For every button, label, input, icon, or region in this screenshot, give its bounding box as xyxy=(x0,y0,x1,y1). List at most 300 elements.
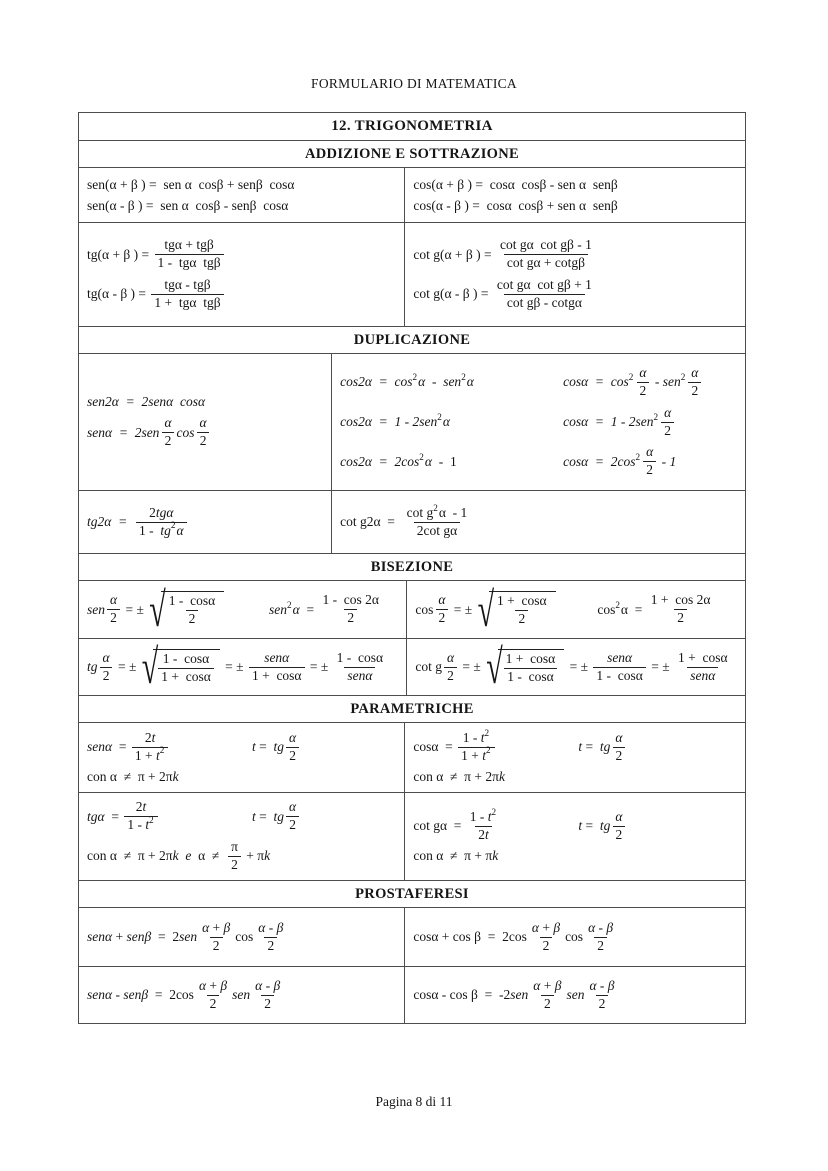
fraction xyxy=(585,920,616,955)
formula-text: α xyxy=(199,415,207,431)
formula-cell-right xyxy=(407,581,745,638)
formula-text: 2 xyxy=(231,856,238,872)
formula-line xyxy=(413,727,737,765)
formula-text: 1 - xyxy=(127,817,146,833)
superscript: 2 xyxy=(628,372,634,383)
fraction xyxy=(612,730,625,765)
formula-group xyxy=(87,799,252,834)
formula-text: 2 xyxy=(199,433,207,448)
fraction xyxy=(334,650,386,685)
fraction xyxy=(136,505,187,540)
formula-text: α xyxy=(258,919,266,935)
fraction xyxy=(648,592,714,627)
fraction xyxy=(688,365,701,400)
formula-text: cos xyxy=(176,424,195,440)
formula-text: t xyxy=(484,826,489,842)
formula-text: cot g xyxy=(406,504,434,520)
fraction xyxy=(497,237,595,272)
formula-line xyxy=(415,583,737,637)
formula-text: 2 xyxy=(664,422,672,438)
formula-text: con α ≠ π + 2π xyxy=(87,769,173,785)
formula-text: α xyxy=(442,414,450,429)
formula-text: = xyxy=(299,601,318,617)
formula-text: 2 xyxy=(447,667,454,683)
formula-cell-right xyxy=(405,723,745,792)
formula-text: t xyxy=(145,817,150,833)
formula-text: sen2α = 2senα cosα xyxy=(87,394,206,410)
formula-text: 1 - xyxy=(462,729,481,745)
formula-text: α xyxy=(292,601,300,617)
formula-text: 1 - cos 2α xyxy=(322,592,380,608)
formula-row xyxy=(79,966,745,1023)
formula-text: tg xyxy=(273,739,285,754)
formula-text: α xyxy=(533,977,541,993)
fraction xyxy=(161,415,174,450)
formula-text: cos xyxy=(565,929,584,944)
formula-line xyxy=(87,394,323,410)
formula-text: tg xyxy=(599,818,611,833)
formula-text: cosα = xyxy=(413,739,457,754)
formula-line xyxy=(87,799,396,834)
formula-row xyxy=(79,638,745,695)
formula-text: = ± xyxy=(450,601,476,617)
formula-row xyxy=(79,792,745,880)
formula-cell-left xyxy=(79,168,405,222)
fraction xyxy=(155,237,224,272)
formula-text: cot gα + cotgβ xyxy=(506,255,586,271)
formula-text: 1 - cosα xyxy=(162,650,210,666)
formula-text: t xyxy=(155,747,160,763)
formula-text: sen xyxy=(269,601,287,617)
radical-sign: √ xyxy=(149,583,166,637)
formula-text: tg2α = xyxy=(87,514,134,529)
fraction xyxy=(252,978,283,1013)
formula-text: t xyxy=(252,808,256,824)
superscript: 2 xyxy=(461,372,466,383)
formula-text: t xyxy=(578,739,583,754)
formula-text: 1 + cosα xyxy=(497,593,547,609)
formula-text: senα xyxy=(690,667,716,683)
formula-text: 2 xyxy=(267,937,275,953)
fraction xyxy=(404,502,471,540)
formula-text: sen xyxy=(566,987,585,1002)
formula-text: = xyxy=(582,739,600,754)
formula-text: 2 xyxy=(188,611,196,626)
superscript: 2 xyxy=(433,502,438,513)
formula-line xyxy=(87,237,396,272)
superscript: 2 xyxy=(170,520,176,531)
formula-cell-left xyxy=(79,581,407,638)
fraction xyxy=(661,405,674,440)
formula-text: 2 xyxy=(144,729,152,745)
formula-cell-left xyxy=(79,967,405,1023)
superscript: 2 xyxy=(653,412,659,423)
formula-line xyxy=(413,237,737,272)
superscript: 2 xyxy=(149,815,154,826)
formula-line xyxy=(340,444,737,479)
formula-text: cosα + cos β = 2cos xyxy=(413,929,527,944)
formula-text: 2 xyxy=(289,747,296,763)
fraction xyxy=(444,650,457,685)
formula-text: senα xyxy=(347,667,373,683)
formula-group xyxy=(87,730,252,765)
formula-text: α xyxy=(615,808,623,824)
fraction xyxy=(593,650,645,685)
formula-text: 2 xyxy=(289,817,296,833)
formula-text: + xyxy=(540,977,555,993)
formula-text: 1 + cosα xyxy=(678,649,728,665)
formula-row xyxy=(79,580,745,638)
formula-text: β xyxy=(606,919,614,935)
formula-text: 1 - tgα tgβ xyxy=(157,255,221,271)
formula-line xyxy=(340,502,737,540)
fraction xyxy=(197,415,210,450)
table-title: 12. TRIGONOMETRIA xyxy=(331,118,493,134)
formula-text: cot g2α = xyxy=(340,514,402,529)
formula-line xyxy=(413,806,737,844)
square-root xyxy=(149,583,224,637)
fraction xyxy=(586,978,617,1013)
formula-text: cot gα cot gβ - 1 xyxy=(499,237,592,253)
formula-text: 1 - xyxy=(138,522,161,538)
formula-line xyxy=(413,198,737,214)
superscript: 2 xyxy=(419,451,424,462)
formula-line xyxy=(87,920,396,955)
formula-line xyxy=(413,769,737,785)
formula-text: α xyxy=(639,364,647,380)
formula-text: 2 xyxy=(478,826,485,842)
formula-line xyxy=(87,730,396,765)
formula-group xyxy=(340,451,563,470)
formula-text: tg xyxy=(87,659,98,674)
formula-text: + xyxy=(538,919,554,935)
formula-table xyxy=(78,112,746,1024)
superscript: 2 xyxy=(680,372,686,383)
formula-cell-right xyxy=(332,491,745,553)
formula-text: - xyxy=(262,977,274,993)
formula-text: 2 xyxy=(639,382,647,398)
formula-text: α - 1 xyxy=(438,504,468,520)
fraction xyxy=(435,592,448,627)
formula-text: cot g(α + β ) = xyxy=(413,246,495,262)
formula-text: α xyxy=(176,522,184,538)
formula-text: = xyxy=(582,818,600,833)
section-header-parametriche: PARAMETRICHE xyxy=(79,695,745,722)
fraction xyxy=(643,444,656,479)
formula-text: 1 - cosα xyxy=(168,593,216,609)
formula-row xyxy=(79,222,745,326)
superscript: 2 xyxy=(615,599,620,610)
formula-text: = ± xyxy=(114,659,140,674)
formula-text: senα xyxy=(87,929,113,944)
formula-cell-left xyxy=(79,354,332,490)
formula-text: α xyxy=(646,444,654,460)
formula-text: - sen xyxy=(651,374,681,390)
formula-text: 2 xyxy=(615,826,623,842)
formula-text: = 2cos xyxy=(148,987,194,1002)
formula-text: k xyxy=(492,848,499,864)
formula-line xyxy=(340,405,737,440)
formula-text: = xyxy=(255,808,274,824)
formula-text: 1 + xyxy=(461,747,483,763)
formula-text: cot gα cot gβ + 1 xyxy=(496,277,592,292)
formula-line xyxy=(413,848,737,864)
formula-text: α xyxy=(202,919,210,935)
formula-text: cot gα = xyxy=(413,818,465,833)
superscript: 2 xyxy=(287,599,292,610)
fraction xyxy=(228,839,241,874)
formula-text: α ≠ xyxy=(191,848,227,864)
formula-text: sen xyxy=(179,929,198,944)
fraction xyxy=(196,978,230,1013)
formula-text: 2 xyxy=(347,610,355,625)
superscript: 2 xyxy=(484,727,490,738)
formula-cell-right xyxy=(405,908,745,966)
formula-text: t xyxy=(151,729,156,745)
formula-cell-right xyxy=(405,967,745,1023)
formula-line xyxy=(87,415,323,450)
formula-text: sen(α + β ) = sen α cosβ + senβ cosα xyxy=(87,176,295,192)
formula-text: senα xyxy=(87,739,113,754)
formula-text: α xyxy=(289,799,297,815)
formula-text: α xyxy=(664,404,672,420)
fraction xyxy=(612,809,625,844)
formula-text: α xyxy=(438,592,446,608)
formula-text: tgα xyxy=(155,504,174,520)
section-header-prostaferesi: PROSTAFERESI xyxy=(79,880,745,907)
formula-text: cosα = cos xyxy=(563,374,629,390)
fraction xyxy=(255,920,286,955)
formula-text: - xyxy=(265,919,277,935)
formula-text: tg(α + β ) = xyxy=(87,246,153,262)
formula-text: 2 xyxy=(518,611,526,626)
formula-text: + π xyxy=(242,848,265,864)
formula-text: α xyxy=(110,592,118,608)
formula-text: 1 - xyxy=(469,808,488,824)
formula-text: tg xyxy=(273,808,285,824)
formula-text: senα xyxy=(264,649,290,665)
formula-cell-left xyxy=(79,639,407,695)
formula-text: tg(α - β ) = xyxy=(87,286,150,302)
superscript: 2 xyxy=(437,412,442,423)
formula-text: = xyxy=(104,808,123,824)
formula-text: + xyxy=(112,929,127,944)
formula-text: β xyxy=(607,977,615,993)
document-title: FORMULARIO DI MATEMATICA xyxy=(311,76,517,91)
fraction xyxy=(458,727,494,765)
formula-text: β xyxy=(553,919,561,935)
formula-text: senα xyxy=(87,987,113,1002)
radical-sign: √ xyxy=(477,583,495,637)
formula-text: cos2α = cos xyxy=(340,374,413,390)
formula-text: tgα xyxy=(87,808,105,824)
formula-text: 1 - cosα xyxy=(507,668,554,684)
formula-cell-left xyxy=(79,723,405,792)
formula-text: - xyxy=(595,919,607,935)
formula-row xyxy=(79,353,745,490)
section-header-addizione-e-sottrazione: ADDIZIONE E SOTTRAZIONE xyxy=(79,140,745,167)
formula-text: β xyxy=(273,977,281,993)
formula-line xyxy=(413,177,737,193)
formula-text: e xyxy=(185,848,192,864)
formula-text: 1 - cosα xyxy=(596,667,643,683)
formula-text: π xyxy=(231,839,238,854)
formula-text: α xyxy=(289,729,297,745)
formula-cell-right xyxy=(405,223,745,326)
formula-text: - 1 xyxy=(658,453,677,469)
fraction xyxy=(529,920,563,955)
formula-text: cot g xyxy=(415,659,442,674)
formula-text: t xyxy=(482,747,487,763)
formula-cell-right xyxy=(332,354,745,490)
fraction xyxy=(132,730,168,765)
formula-text: = 2 xyxy=(151,929,180,944)
formula-text: 2 xyxy=(597,937,604,953)
formula-line xyxy=(413,978,737,1013)
formula-text: 2 xyxy=(438,610,446,625)
formula-row xyxy=(79,167,745,222)
formula-text: 2 xyxy=(691,382,699,398)
formula-text: = ± xyxy=(122,601,148,617)
formula-text: 2 xyxy=(102,667,110,683)
formula-text: α xyxy=(255,977,263,993)
formula-text: 2 xyxy=(110,610,117,625)
formula-text: cosα = 2cos xyxy=(563,453,636,469)
formula-text: 2 xyxy=(264,995,272,1011)
fraction xyxy=(107,592,120,627)
formula-text: cot gβ - cotgα xyxy=(506,294,582,310)
fraction xyxy=(503,651,559,686)
formula-text: 1 + cosα xyxy=(505,650,556,666)
fraction xyxy=(467,806,500,844)
formula-cell-left xyxy=(79,491,332,553)
section-header-duplicazione: DUPLICAZIONE xyxy=(79,326,745,353)
formula-text: = ± xyxy=(306,659,332,674)
formula-group xyxy=(340,374,563,390)
formula-text: 1 + cosα xyxy=(161,668,211,684)
superscript: 2 xyxy=(159,745,165,756)
formula-text: 1 - cosα xyxy=(336,649,384,665)
formula-text: cos(α + β ) = cosα cosβ - sen α senβ xyxy=(413,176,618,192)
fraction xyxy=(199,920,233,955)
formula-text: - xyxy=(596,977,608,993)
formula-text: α xyxy=(531,919,539,935)
formula-text: t xyxy=(487,808,492,824)
section-header-bisezione: BISEZIONE xyxy=(79,553,745,580)
formula-text: β xyxy=(554,977,562,993)
radical-sign: √ xyxy=(486,640,503,695)
formula-text: t xyxy=(142,799,147,815)
formula-text: β xyxy=(276,919,284,935)
formula-text: cos(α - β ) = cosα cosβ + sen α senβ xyxy=(413,197,618,213)
fraction xyxy=(166,593,218,628)
formula-text: t xyxy=(480,729,485,745)
formula-text: senα xyxy=(607,649,633,665)
fraction xyxy=(675,650,731,685)
fraction xyxy=(100,650,113,685)
formula-line xyxy=(87,277,396,312)
formula-text: 2 xyxy=(135,799,143,815)
formula-cell-left xyxy=(79,793,405,880)
formula-row xyxy=(79,907,745,966)
formula-text: = ± xyxy=(221,659,247,674)
formula-text: cos2α = 2cos xyxy=(340,453,420,469)
formula-line xyxy=(413,277,737,312)
square-root xyxy=(486,640,564,695)
formula-text: tgα + tgβ xyxy=(164,237,214,253)
formula-line xyxy=(87,198,396,214)
fraction xyxy=(494,277,595,312)
fraction xyxy=(494,593,550,628)
formula-text: k xyxy=(264,848,271,864)
formula-text: - xyxy=(112,987,124,1002)
fraction xyxy=(124,799,157,834)
superscript: 2 xyxy=(491,806,497,817)
formula-text: α xyxy=(164,415,172,431)
formula-group xyxy=(413,806,578,844)
formula-text: sen xyxy=(87,601,105,617)
formula-group xyxy=(340,414,563,430)
superscript: 2 xyxy=(635,451,641,462)
fraction xyxy=(530,978,564,1013)
formula-text: α xyxy=(198,977,207,993)
formula-line xyxy=(87,769,396,785)
formula-text: t xyxy=(578,818,583,833)
formula-text: cosα = 1 - 2sen xyxy=(563,414,654,429)
formula-text: cos xyxy=(235,929,254,944)
formula-text: α xyxy=(102,649,110,665)
formula-line xyxy=(87,505,323,540)
formula-text: con α ≠ π + 2π xyxy=(87,848,173,864)
fraction xyxy=(286,799,299,834)
formula-text: β xyxy=(223,919,231,935)
formula-text: senβ xyxy=(126,929,152,944)
formula-text: 1 + tgα tgβ xyxy=(154,294,221,310)
formula-text: cos xyxy=(415,601,434,617)
formula-text: 2 xyxy=(646,462,654,478)
formula-cell-right xyxy=(405,793,745,880)
formula-group xyxy=(87,583,269,637)
fraction xyxy=(286,730,299,765)
formula-line xyxy=(87,978,396,1013)
formula-text: α xyxy=(424,453,432,469)
formula-text xyxy=(179,848,186,864)
page-number: Pagina 8 di 11 xyxy=(375,1094,453,1109)
formula-text: α xyxy=(588,919,596,935)
formula-text: 2 xyxy=(615,747,623,763)
formula-text: α xyxy=(615,729,623,745)
formula-text: con α ≠ π + 2π xyxy=(413,769,499,785)
formula-text: = xyxy=(112,739,130,754)
formula-text: + xyxy=(209,919,224,935)
formula-line xyxy=(87,177,396,193)
formula-text: cos xyxy=(597,601,616,617)
formula-text: cot g(α - β ) = xyxy=(413,286,492,302)
formula-text: cosα - cos β = -2 xyxy=(413,987,511,1002)
formula-text: sen xyxy=(510,987,529,1002)
formula-text: α xyxy=(446,649,455,665)
formula-text: 1 + xyxy=(134,747,156,763)
formula-text: - 1 xyxy=(431,453,457,469)
formula-text: 2 xyxy=(542,937,550,953)
superscript: 2 xyxy=(412,372,418,383)
formula-text: senα = 2sen xyxy=(87,424,160,440)
formula-text: k xyxy=(498,769,505,785)
square-root xyxy=(477,583,556,637)
formula-group xyxy=(413,727,578,765)
formula-text: k xyxy=(172,769,179,785)
formula-text: 1 + cosα xyxy=(251,667,302,683)
